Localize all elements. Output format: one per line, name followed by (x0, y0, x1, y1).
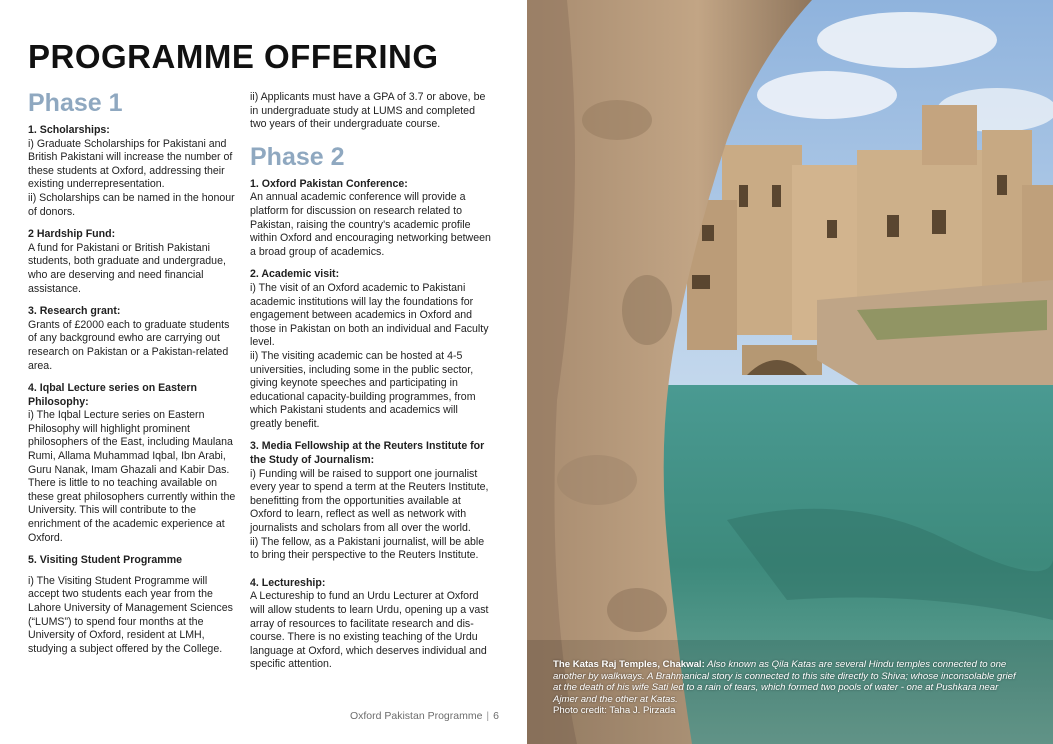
section-title: 4. Iqbal Lecture series on Eastern Philosophy: (28, 382, 197, 408)
footer-label: Oxford Pakistan Programme (349, 710, 483, 722)
page-footer (250, 710, 499, 722)
phase-2-heading: Phase 2 (250, 142, 345, 171)
temple-photo-illustration (527, 0, 1053, 744)
section-lectureship (250, 577, 492, 672)
photo-caption (553, 659, 1023, 717)
caption-text: Also known as Qila Katas are several Hindu temples connected to one another by walkways. A Brahmanical story is connected to this site directly to Shiva; whose inconsolable grief at the death of his wife Sati led to a rain of tears, which formed two pools of water - one at Pushkara near Ajmer and the other at Katas. (553, 659, 1016, 705)
section-title: 1. Scholarships: (28, 124, 110, 136)
cloud (817, 12, 997, 68)
section-body: A Lectureship to fund an Urdu Lecturer at Oxford will allow students to learn Urdu, opening up a vast array of resources to facilitate research and dis-course. There is no existing teaching of the Urdu language at Oxford, which deserves individual and specific attention. (250, 590, 489, 671)
page-number: 6 (493, 710, 499, 722)
column-two (250, 91, 492, 681)
section-body: i) The Iqbal Lecture series on Eastern Philosophy will highlight prominent philosophers of the East, including Maulana Rumi, Allama Muhammad Iqbal, Ibn Arabi, Guru Nanak, Imam Ghazali and Kabir Das. There is little to no teaching available on these great philosophers currently within the University. This will contribute to the enrichment of the academic experience at Oxford. (28, 409, 236, 544)
phase-1-heading: Phase 1 (28, 89, 123, 117)
section-research-grant (28, 305, 236, 373)
section-body: Grants of £2000 each to graduate students of any background ewho are carrying out research on Pakistan or a Pakistan-related area. (28, 318, 230, 372)
section-body: i) Funding will be raised to support one journalist every year to spend a term at the Reuters Institute, benefitting from the opportunities available at Oxford to learn, reflect as well as network with journalists and scholars from all over the world. ii) The fellow, as a Pakistani journalist, will be able to bring their perspective to the Reuters Institute. (250, 467, 489, 562)
section-body: An annual academic conference will provide a platform for discussion on research related to Pakistan, raising the country's academic profile within Oxford and encouraging networking between a broad group of academics. (250, 191, 491, 258)
page-title: PROGRAMME OFFERING (28, 38, 439, 75)
section-hardship-fund (28, 228, 236, 296)
section-body: i) The visit of an Oxford academic to Pakistani academic institutions will lay the foundations for engagement between academics in Oxford and those in Pakistan on both an individual and Faculty level. ii) The visiting academic can be hosted at 4-5 universities, including some in the public sector, giving keynote speeches and participating in educational capacity-building programmes, from which Pakistani students and academics will greatly benefit. (250, 281, 489, 430)
section-conference (250, 178, 492, 260)
caption-title: The Katas Raj Temples, Chakwal: (553, 659, 705, 670)
section-title: 1. Oxford Pakistan Conference: (250, 177, 408, 190)
cloud (757, 71, 897, 119)
column-one (28, 88, 236, 665)
photo-credit: Photo credit: Taha J. Pirzada (553, 705, 676, 717)
section-academic-visit (250, 268, 492, 431)
section-body: i) The Visiting Student Programme will accept two students each year from the Lahore University of Management Sciences (“LUMS”) to spend four months at the University of Oxford, resident at LMH, studying a subject offered by the College. (28, 574, 233, 655)
visiting-student-continued: ii) Applicants must have a GPA of 3.7 or above, be in undergraduate study at LUMS and completed two years of their undergraduate course. (250, 91, 486, 131)
footer-separator: | (486, 710, 490, 722)
section-visiting-student (28, 554, 236, 656)
section-media-fellowship (250, 440, 492, 562)
section-title: 5. Visiting Student Programme (28, 554, 183, 567)
section-title: 3. Research grant: (28, 305, 121, 318)
section-title: 3. Media Fellowship at the Reuters Institute for the Study of Journalism: (250, 440, 485, 467)
section-title: 2. Academic visit: (250, 268, 340, 281)
section-scholarships (28, 124, 236, 219)
temple-photo (527, 0, 1053, 744)
section-title: 4. Lectureship: (250, 576, 326, 589)
section-body: A fund for Pakistani or British Pakistani students, both graduate and undergradue, who are deserving and need financial assistance. (28, 241, 226, 295)
section-body: i) Graduate Scholarships for Pakistani and British Pakistani will increase the number of these students at Oxford, addressing their existing underrepresentation. ii) Scholarships can be named in the honour of donors. (28, 137, 235, 218)
section-title: 2 Hardship Fund: (28, 228, 116, 241)
section-iqbal-lecture (28, 382, 236, 545)
